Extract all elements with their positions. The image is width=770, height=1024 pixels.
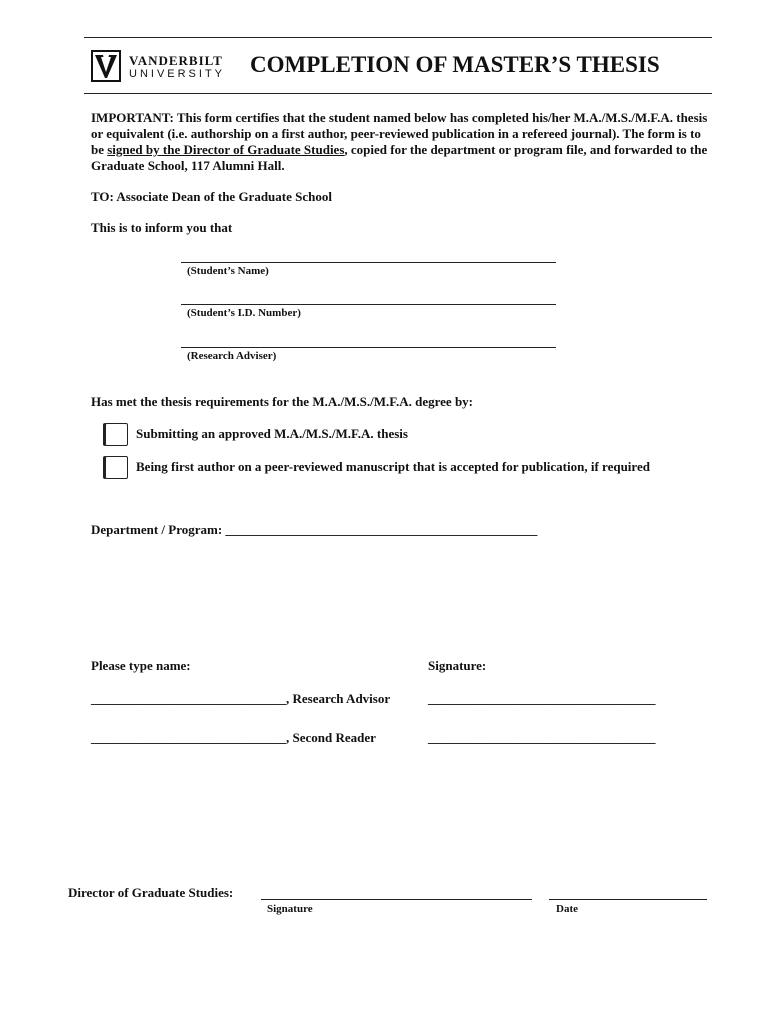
student-id-field[interactable] xyxy=(181,304,556,305)
director-signature-field[interactable] xyxy=(261,899,532,900)
student-name-field[interactable] xyxy=(181,262,556,263)
research-advisor-signature-field[interactable]: ___________________________________ xyxy=(428,691,656,706)
notice-underlined: signed by the Director of Graduate Studies xyxy=(107,142,345,157)
logo-text-vanderbilt: VANDERBILT xyxy=(129,53,223,68)
manuscript-option-label: Being first author on a peer-reviewed manuscript that is accepted for publication, if required xyxy=(136,459,650,474)
director-date-field[interactable] xyxy=(549,899,707,900)
top-rule xyxy=(84,37,712,38)
director-date-caption: Date xyxy=(556,903,578,915)
student-id-caption: (Student’s I.D. Number) xyxy=(187,307,301,319)
research-advisor-blank: ______________________________ xyxy=(91,691,286,706)
research-advisor-label: , Research Advisor xyxy=(286,691,391,706)
signature-label: Signature: xyxy=(428,658,487,673)
notice-text-2: , copied for the department or program file, and forwarded to the Graduate School, 117 Alumni Hall. xyxy=(91,142,708,173)
thesis-checkbox[interactable] xyxy=(105,423,128,446)
department-program-field[interactable] xyxy=(91,522,537,538)
research-advisor-name-field[interactable] xyxy=(91,691,390,707)
director-label: Director of Graduate Studies: xyxy=(68,885,234,900)
second-reader-name-field[interactable] xyxy=(91,730,376,746)
notice-text-1: IMPORTANT: This form certifies that the student named below has completed his/her M.A./M.S./M.F.A. thesis or equivalent (i.e. authorship on a first author, peer-reviewed publication in a refereed journal). The form is to be xyxy=(91,110,708,157)
type-name-label: Please type name: xyxy=(91,658,191,673)
department-blank: ________________________________________________ xyxy=(225,522,538,537)
to-line: TO: Associate Dean of the Graduate School xyxy=(91,189,332,204)
second-reader-blank: ______________________________ xyxy=(91,730,286,745)
research-adviser-field[interactable] xyxy=(181,347,556,348)
research-adviser-caption: (Research Adviser) xyxy=(187,350,277,362)
thesis-option-label: Submitting an approved M.A./M.S./M.F.A. thesis xyxy=(136,426,408,441)
manuscript-checkbox[interactable] xyxy=(105,456,128,479)
header-bottom-rule xyxy=(84,93,712,94)
student-name-caption: (Student’s Name) xyxy=(187,265,269,277)
inform-line: This is to inform you that xyxy=(91,220,233,235)
vanderbilt-logo-icon xyxy=(91,50,121,82)
important-notice xyxy=(91,110,711,174)
page-title: COMPLETION OF MASTER’S THESIS xyxy=(250,52,660,77)
second-reader-label: , Second Reader xyxy=(286,730,376,745)
director-signature-caption: Signature xyxy=(267,903,313,915)
department-label: Department / Program: xyxy=(91,522,226,537)
second-reader-signature-field[interactable]: ___________________________________ xyxy=(428,730,656,745)
logo-text-university: UNIVERSITY xyxy=(129,68,226,80)
requirements-heading: Has met the thesis requirements for the M.A./M.S./M.F.A. degree by: xyxy=(91,394,474,409)
